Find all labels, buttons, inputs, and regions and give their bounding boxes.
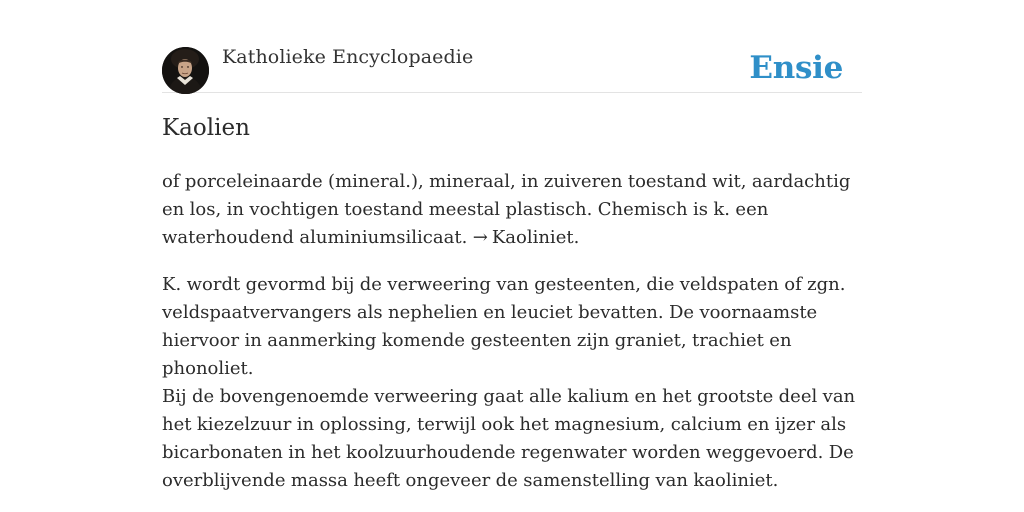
paragraph-2: K. wordt gevormd bij de verweering van gesteenten, die veldspaten of zgn. veldspaatvervangers als nephelien en leuciet bevatten. De voornaamste hiervoor in aanmerking komende gesteenten zijn graniet, trachiet en phonoliet. <box>162 274 846 379</box>
paragraph-1 <box>162 168 862 252</box>
paragraph-1-text: of porceleinaarde (mineral.), mineraal, in zuiveren toestand wit, aardachtig en los, in vochtigen toestand meestal plastisch. Chemisch is k. een waterhoudend aluminiumsilicaat. <box>162 171 851 248</box>
header <box>162 0 862 93</box>
source-title[interactable]: Katholieke Encyclopaedie <box>222 46 474 68</box>
entry-title: Kaolien <box>162 115 250 141</box>
paragraph-3: Bij de bovengenoemde verweering gaat alle kalium en het grootste deel van het kiezelzuur in oplossing, terwijl ook het magnesium, calcium en ijzer als bicarbonaten in het koolzuurhoudende regenwater worden weggevoerd. De overblijvende massa heeft ongeveer de samenstelling van kaoliniet. <box>162 386 856 491</box>
portrait-icon <box>162 47 209 94</box>
avatar[interactable] <box>162 47 209 94</box>
reference-suffix: . <box>573 227 580 248</box>
page <box>162 0 862 491</box>
reference-arrow-icon: → <box>472 227 488 248</box>
brand-logo[interactable]: Ensie <box>749 50 843 86</box>
reference-link-kaoliniet[interactable]: Kaoliniet <box>491 227 574 248</box>
